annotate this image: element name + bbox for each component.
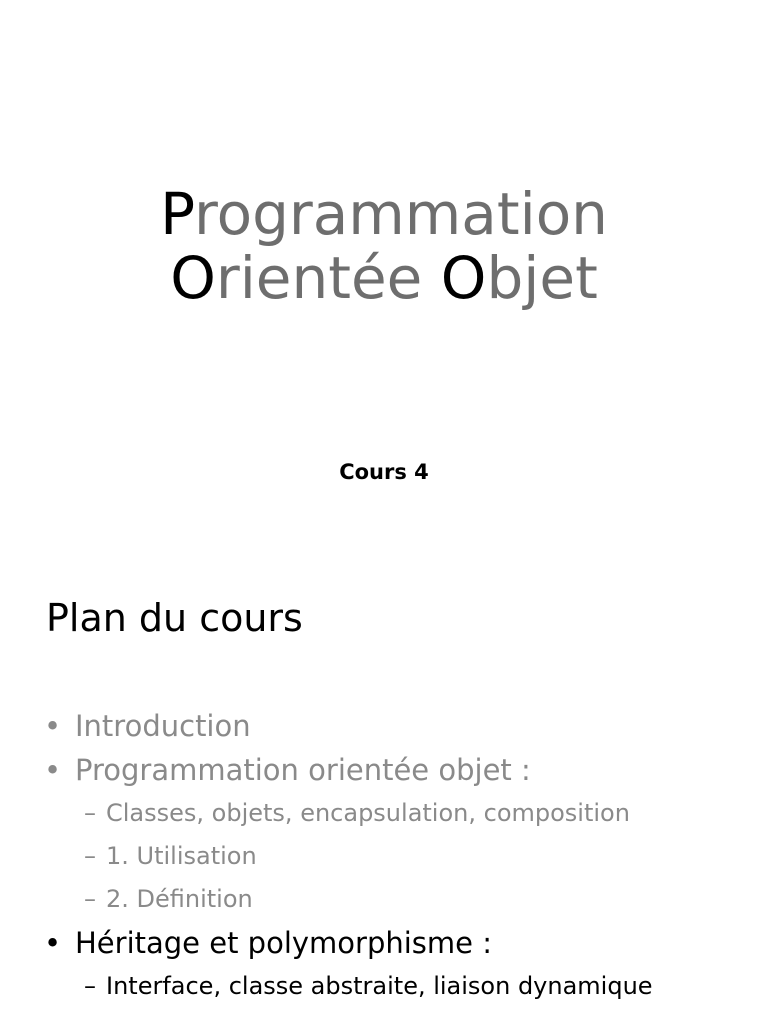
outline-item-text: Héritage et polymorphisme : [75,926,492,960]
outline-subitem-classes [44,792,764,835]
title-line-1 [0,182,768,246]
course-number: Cours 4 [339,460,429,484]
outline-item-text: Programmation orientée objet : [75,753,531,787]
outline-item-text: Classes, objets, encapsulation, composition [106,799,630,827]
outline-item-text: Interface, classe abstraite, liaison dynamique [106,972,653,1000]
course-outline [44,704,764,1008]
dash-marker: – [84,842,96,870]
plan-slide [0,560,768,1024]
dash-marker: – [84,885,96,913]
outline-item-heritage [44,921,764,965]
outline-item-text: 2. Définition [106,885,253,913]
outline-item-text: Introduction [75,709,251,743]
dash-marker: – [84,799,96,827]
title-initial-o-1: O [170,244,216,312]
outline-subitem-interface [44,965,764,1008]
outline-item-text: 1. Utilisation [106,842,257,870]
title-initial-p: P [160,180,195,248]
plan-heading: Plan du cours [46,596,303,640]
title-rest-rientee: rientée [215,244,441,312]
title-initial-o-2: O [440,244,487,312]
bullet-marker: • [44,753,62,787]
bullet-marker: • [44,709,62,743]
title-rest-rogrammation: rogrammation [194,180,608,248]
bullet-marker: • [44,926,62,960]
outline-item-poo [44,748,764,792]
outline-item-introduction [44,704,764,748]
slide-title [0,182,768,310]
dash-marker: – [84,972,96,1000]
title-rest-bjet: bjet [486,244,598,312]
title-line-2 [0,246,768,310]
outline-subitem-definition [44,878,764,921]
outline-subitem-utilisation [44,835,764,878]
